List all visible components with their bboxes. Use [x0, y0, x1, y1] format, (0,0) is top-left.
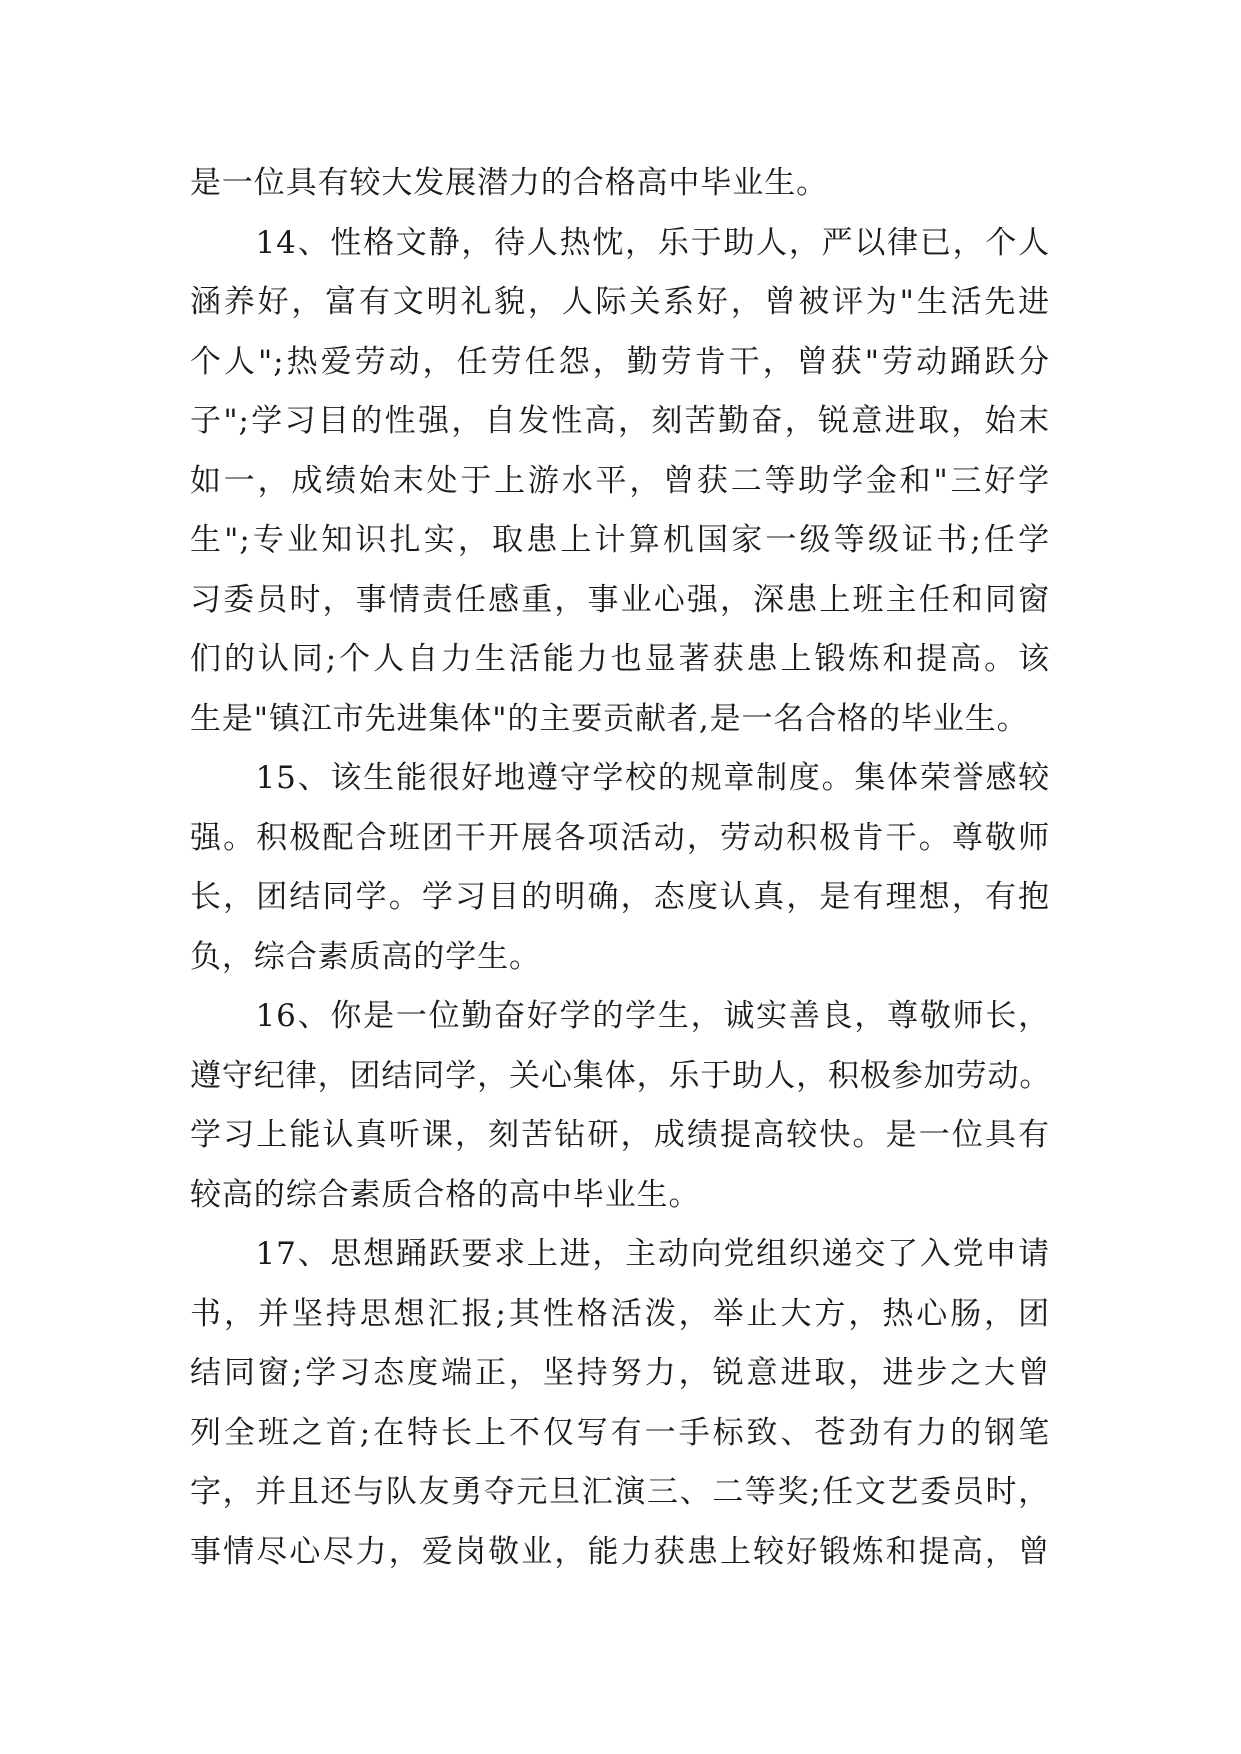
text-line: 习委员时，事情责任感重，事业心强，深患上班主任和同窗 — [190, 581, 1050, 618]
text-line: 们的认同;个人自力生活能力也显著获患上锻炼和提高。该 — [190, 641, 1050, 677]
document-body — [190, 154, 1050, 1582]
text-line: 事情尽心尽力，爱岗敬业，能力获患上较好锻炼和提高，曾 — [190, 1533, 1050, 1570]
text-line: 学习上能认真听课，刻苦钻研，成绩提高较快。是一位具有 — [190, 1117, 1050, 1153]
text-line: 16、你是一位勤奋好学的学生，诚实善良，尊敬师长， — [190, 998, 1050, 1034]
text-line: 15、该生能很好地遵守学校的规章制度。集体荣誉感较 — [190, 760, 1050, 796]
text-line: 17、思想踊跃要求上进，主动向党组织递交了入党申请 — [190, 1236, 1050, 1272]
text-line: 是一位具有较大发展潜力的合格高中毕业生。 — [190, 165, 828, 201]
text-line: 长，团结同学。学习目的明确，态度认真，是有理想，有抱 — [190, 879, 1050, 915]
text-line: 结同窗;学习态度端正，坚持努力，锐意进取，进步之大曾 — [190, 1355, 1050, 1391]
text-line: 负，综合素质高的学生。 — [190, 938, 541, 975]
text-line: 个人";热爱劳动，任劳任怨，勤劳肯干，曾获"劳动踊跃分 — [190, 343, 1050, 380]
text-line: 遵守纪律，团结同学，关心集体，乐于助人，积极参加劳动。 — [190, 1057, 1052, 1094]
text-line: 14、性格文静，待人热忱，乐于助人，严以律已，个人 — [190, 224, 1050, 261]
text-line: 涵养好，富有文明礼貌，人际关系好，曾被评为"生活先进 — [190, 284, 1050, 320]
text-line: 较高的综合素质合格的高中毕业生。 — [190, 1176, 701, 1213]
text-line: 字，并且还与队友勇夺元旦汇演三、二等奖;任文艺委员时， — [190, 1474, 1050, 1510]
text-line: 生是"镇江市先进集体"的主要贡献者,是一名合格的毕业生。 — [190, 700, 1029, 737]
text-line: 生";专业知识扎实，取患上计算机国家一级等级证书;任学 — [190, 522, 1050, 558]
text-line: 强。积极配合班团干开展各项活动，劳动积极肯干。尊敬师 — [190, 819, 1050, 856]
text-line: 列全班之首;在特长上不仅写有一手标致、苍劲有力的钢笔 — [190, 1414, 1050, 1451]
text-line: 子";学习目的性强，自发性高，刻苦勤奋，锐意进取，始末 — [190, 403, 1050, 439]
text-line: 书，并坚持思想汇报;其性格活泼，举止大方，热心肠，团 — [190, 1295, 1050, 1332]
text-line: 如一，成绩始末处于上游水平，曾获二等助学金和"三好学 — [190, 462, 1050, 499]
